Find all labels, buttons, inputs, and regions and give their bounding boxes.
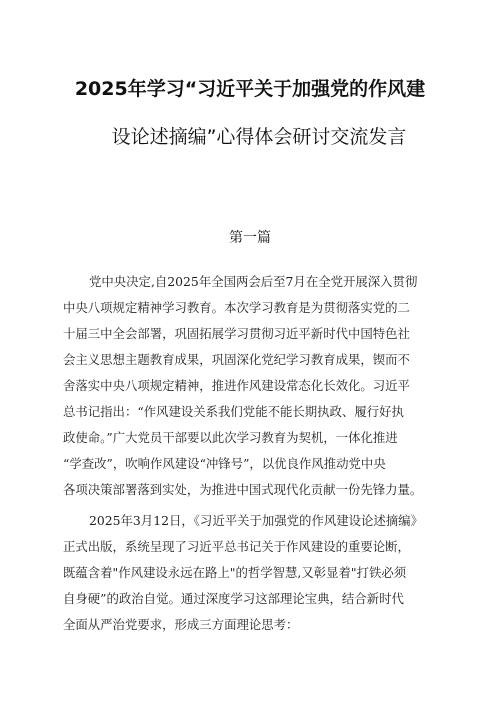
document-title-line-2: 设论述摘编”心得体会研讨交流发言 [111,126,407,148]
paragraph-line: 全面从严治党要求，形成三方面理论思考： [63,617,299,632]
paragraph-line: 舍落实中央八项规定精神，推进作风建设常态化长效化。习近平 [63,378,410,393]
document-title-line-1: 2025年学习“习近平关于加强党的作风建 [74,78,426,100]
paragraph-line: 总书记指出：“作风建设关系我们党能不能长期执政、履行好执 [63,404,404,419]
paragraph-line: 正式出版，系统呈现了习近平总书记关于作风建设的重要论断， [63,539,410,554]
paragraph-line: 十届三中全会部署，巩固拓展学习贯彻习近平新时代中国特色社 [63,326,410,341]
paragraph-line: 会主义思想主题教育成果，巩固深化党纪学习教育成果，锲而不 [63,352,410,367]
paragraph-line: 2025年3月12日，《习近平关于加强党的作风建设论述摘编》 [89,513,423,528]
paragraph-line: 政使命。”广大党员干部要以此次学习教育为契机，一体化推进 [63,430,398,445]
paragraph-line: 中央八项规定精神学习教育。本次学习教育是为贯彻落实党的二 [63,300,410,315]
paragraph-line: “学查改”，吹响作风建设“冲锋号”，以优良作风推动党中央 [63,456,386,471]
section-heading: 第一篇 [229,230,271,246]
paragraph-line: 各项决策部署落到实处，为推进中国式现代化贡献一份先锋力量。 [63,482,423,497]
paragraph-line: 党中央决定,自2025年全国两会后至7月在全党开展深入贯彻 [89,274,418,289]
paragraph-line: 自身硬”的政治自觉。通过深度学习这部理论宝典，结合新时代 [63,591,404,606]
paragraph-line: 既蕴含着"作风建设永远在路上"的哲学智慧,又彰显着"打铁必须 [63,565,407,580]
